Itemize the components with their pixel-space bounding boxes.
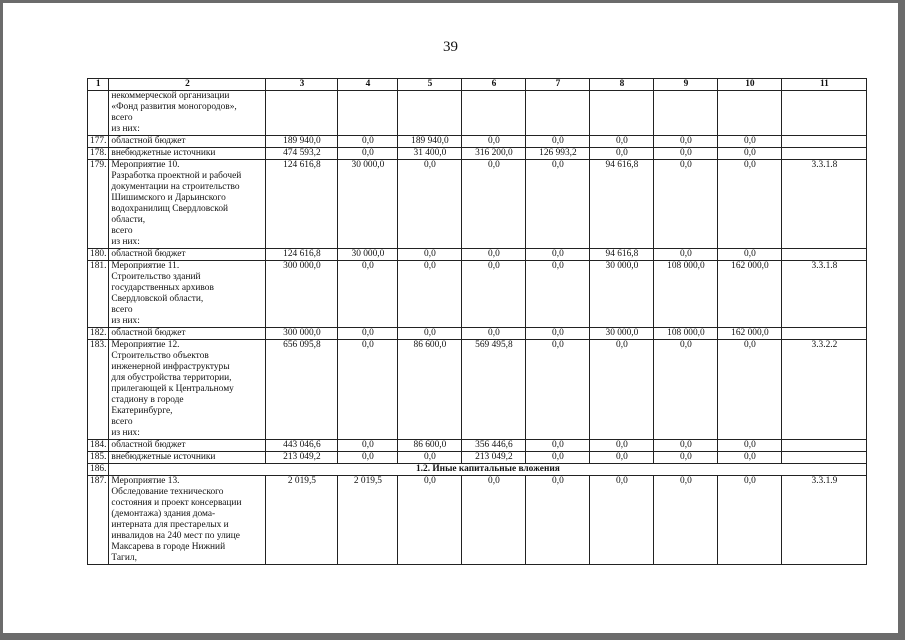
description-line: областной бюджет xyxy=(111,249,186,259)
description-line: интерната для престарелых и xyxy=(111,520,229,530)
target-reference-cell xyxy=(782,452,867,464)
description-line: всего xyxy=(111,113,133,123)
amount-cell: 0,0 xyxy=(526,249,590,261)
target-reference-cell xyxy=(782,440,867,452)
amount-cell: 94 616,8 xyxy=(590,160,654,249)
description-line: «Фонд развития моногородов», xyxy=(111,102,237,112)
amount-cell: 189 940,0 xyxy=(398,136,462,148)
amount-cell: 124 616,8 xyxy=(266,160,338,249)
amount-cell: 300 000,0 xyxy=(266,261,338,328)
amount-cell: 0,0 xyxy=(718,340,782,440)
description-line: Разработка проектной и рабочей xyxy=(111,171,242,181)
header-row xyxy=(88,79,867,91)
amount-cell: 316 200,0 xyxy=(462,148,526,160)
table-row xyxy=(88,91,867,136)
row-number: 181. xyxy=(88,261,109,328)
column-header: 11 xyxy=(782,79,867,91)
description-line: Свердловской области, xyxy=(111,294,204,304)
amount-cell xyxy=(718,91,782,136)
target-reference-cell: 3.3.1.9 xyxy=(782,476,867,565)
amount-cell: 0,0 xyxy=(718,452,782,464)
description-line: Шишимского и Дарьинского xyxy=(111,193,226,203)
column-header: 6 xyxy=(462,79,526,91)
column-header: 9 xyxy=(654,79,718,91)
amount-cell: 162 000,0 xyxy=(718,261,782,328)
description-line: из них: xyxy=(111,316,140,326)
amount-cell: 30 000,0 xyxy=(590,261,654,328)
amount-cell: 0,0 xyxy=(462,476,526,565)
budget-table xyxy=(87,78,867,565)
amount-cell: 108 000,0 xyxy=(654,261,718,328)
amount-cell: 0,0 xyxy=(526,452,590,464)
amount-cell: 0,0 xyxy=(590,340,654,440)
row-description xyxy=(109,328,266,340)
page-number: 39 xyxy=(443,39,458,55)
row-number: 182. xyxy=(88,328,109,340)
amount-cell: 0,0 xyxy=(718,148,782,160)
description-line: области, xyxy=(111,215,146,225)
amount-cell: 0,0 xyxy=(590,148,654,160)
row-number: 180. xyxy=(88,249,109,261)
amount-cell: 0,0 xyxy=(398,160,462,249)
description-line: областной бюджет xyxy=(111,440,186,450)
description-line: всего xyxy=(111,417,133,427)
amount-cell: 0,0 xyxy=(398,249,462,261)
description-line: Мероприятие 11. xyxy=(111,261,180,271)
description-line: Тагил, xyxy=(111,553,137,563)
row-number: 186. xyxy=(88,464,109,476)
description-line: Обследование технического xyxy=(111,487,224,497)
table-row xyxy=(88,452,867,464)
amount-cell: 213 049,2 xyxy=(462,452,526,464)
table-row xyxy=(88,464,867,476)
document-page xyxy=(3,3,898,633)
row-description xyxy=(109,340,266,440)
amount-cell xyxy=(398,91,462,136)
description-line: Максарева в городе Нижний xyxy=(111,542,226,552)
row-number: 187. xyxy=(88,476,109,565)
amount-cell: 0,0 xyxy=(654,476,718,565)
amount-cell: 86 600,0 xyxy=(398,340,462,440)
description-line: всего xyxy=(111,226,133,236)
amount-cell: 0,0 xyxy=(654,440,718,452)
amount-cell: 0,0 xyxy=(526,340,590,440)
description-line: внебюджетные источники xyxy=(111,452,216,462)
row-description xyxy=(109,440,266,452)
amount-cell: 189 940,0 xyxy=(266,136,338,148)
description-line: стадиону в городе xyxy=(111,395,184,405)
target-reference-cell: 3.3.1.8 xyxy=(782,160,867,249)
amount-cell: 0,0 xyxy=(462,328,526,340)
amount-cell xyxy=(526,91,590,136)
amount-cell: 0,0 xyxy=(526,476,590,565)
description-line: инвалидов на 240 мест по улице xyxy=(111,531,240,541)
target-reference-cell xyxy=(782,249,867,261)
amount-cell: 86 600,0 xyxy=(398,440,462,452)
description-line: Мероприятие 13. xyxy=(111,476,180,486)
amount-cell: 0,0 xyxy=(590,476,654,565)
amount-cell: 474 593,2 xyxy=(266,148,338,160)
amount-cell: 0,0 xyxy=(338,136,398,148)
description-line: внебюджетные источники xyxy=(111,148,216,158)
row-description xyxy=(109,136,266,148)
description-line: из них: xyxy=(111,237,140,247)
row-description xyxy=(109,452,266,464)
target-reference-cell xyxy=(782,136,867,148)
row-description xyxy=(109,249,266,261)
table-row xyxy=(88,249,867,261)
amount-cell: 0,0 xyxy=(398,476,462,565)
amount-cell: 0,0 xyxy=(398,261,462,328)
table-row xyxy=(88,148,867,160)
amount-cell: 0,0 xyxy=(654,148,718,160)
amount-cell: 0,0 xyxy=(654,249,718,261)
column-header: 1 xyxy=(88,79,109,91)
table-row xyxy=(88,261,867,328)
amount-cell: 656 095,8 xyxy=(266,340,338,440)
amount-cell: 108 000,0 xyxy=(654,328,718,340)
amount-cell: 0,0 xyxy=(338,261,398,328)
amount-cell: 0,0 xyxy=(526,136,590,148)
description-line: из них: xyxy=(111,428,140,438)
amount-cell: 0,0 xyxy=(590,136,654,148)
table-row xyxy=(88,160,867,249)
amount-cell: 0,0 xyxy=(654,136,718,148)
amount-cell: 30 000,0 xyxy=(590,328,654,340)
amount-cell: 0,0 xyxy=(526,261,590,328)
description-line: государственных архивов xyxy=(111,283,214,293)
amount-cell: 0,0 xyxy=(462,136,526,148)
amount-cell xyxy=(462,91,526,136)
row-number: 177. xyxy=(88,136,109,148)
column-header: 8 xyxy=(590,79,654,91)
row-number xyxy=(88,91,109,136)
amount-cell: 0,0 xyxy=(462,261,526,328)
column-header: 3 xyxy=(266,79,338,91)
column-header: 10 xyxy=(718,79,782,91)
column-header: 4 xyxy=(338,79,398,91)
row-number: 179. xyxy=(88,160,109,249)
amount-cell: 0,0 xyxy=(338,148,398,160)
row-description xyxy=(109,91,266,136)
description-line: прилегающей к Центральному xyxy=(111,384,234,394)
row-description xyxy=(109,148,266,160)
description-line: состояния и проект консервации xyxy=(111,498,242,508)
amount-cell: 0,0 xyxy=(462,160,526,249)
amount-cell: 0,0 xyxy=(718,440,782,452)
amount-cell: 300 000,0 xyxy=(266,328,338,340)
table-row xyxy=(88,328,867,340)
target-reference-cell: 3.3.2.2 xyxy=(782,340,867,440)
description-line: из них: xyxy=(111,124,140,134)
target-reference-cell xyxy=(782,91,867,136)
row-number: 185. xyxy=(88,452,109,464)
amount-cell: 124 616,8 xyxy=(266,249,338,261)
amount-cell xyxy=(266,91,338,136)
amount-cell: 0,0 xyxy=(338,452,398,464)
amount-cell: 0,0 xyxy=(654,160,718,249)
amount-cell: 0,0 xyxy=(338,440,398,452)
target-reference-cell: 3.3.1.8 xyxy=(782,261,867,328)
table-row xyxy=(88,440,867,452)
table-row xyxy=(88,136,867,148)
description-line: областной бюджет xyxy=(111,328,186,338)
amount-cell xyxy=(590,91,654,136)
description-line: некоммерческой организации xyxy=(111,91,230,101)
amount-cell: 356 446,6 xyxy=(462,440,526,452)
table-row xyxy=(88,340,867,440)
column-header: 5 xyxy=(398,79,462,91)
amount-cell: 0,0 xyxy=(718,136,782,148)
amount-cell: 31 400,0 xyxy=(398,148,462,160)
target-reference-cell xyxy=(782,328,867,340)
amount-cell: 0,0 xyxy=(398,452,462,464)
amount-cell: 0,0 xyxy=(526,440,590,452)
amount-cell: 0,0 xyxy=(718,476,782,565)
row-number: 178. xyxy=(88,148,109,160)
description-line: (демонтажа) здания дома- xyxy=(111,509,216,519)
description-line: Строительство зданий xyxy=(111,272,201,282)
amount-cell xyxy=(654,91,718,136)
section-heading: 1.2. Иные капитальные вложения xyxy=(109,464,867,476)
amount-cell: 443 046,6 xyxy=(266,440,338,452)
amount-cell: 0,0 xyxy=(590,440,654,452)
row-description xyxy=(109,160,266,249)
column-header: 2 xyxy=(109,79,266,91)
amount-cell: 0,0 xyxy=(526,328,590,340)
amount-cell: 0,0 xyxy=(338,340,398,440)
amount-cell: 0,0 xyxy=(338,328,398,340)
amount-cell: 213 049,2 xyxy=(266,452,338,464)
amount-cell: 126 993,2 xyxy=(526,148,590,160)
amount-cell: 569 495,8 xyxy=(462,340,526,440)
amount-cell: 2 019,5 xyxy=(266,476,338,565)
amount-cell: 2 019,5 xyxy=(338,476,398,565)
description-line: водохранилищ Свердловской xyxy=(111,204,229,214)
description-line: Мероприятие 10. xyxy=(111,160,180,170)
row-description xyxy=(109,261,266,328)
description-line: документации на строительство xyxy=(111,182,240,192)
amount-cell: 0,0 xyxy=(462,249,526,261)
description-line: областной бюджет xyxy=(111,136,186,146)
row-number: 184. xyxy=(88,440,109,452)
description-line: инженерной инфраструктуры xyxy=(111,362,230,372)
amount-cell: 30 000,0 xyxy=(338,249,398,261)
amount-cell: 94 616,8 xyxy=(590,249,654,261)
description-line: Екатеринбурге, xyxy=(111,406,173,416)
column-header: 7 xyxy=(526,79,590,91)
description-line: для обустройства территории, xyxy=(111,373,232,383)
amount-cell: 0,0 xyxy=(718,160,782,249)
description-line: Строительство объектов xyxy=(111,351,209,361)
amount-cell xyxy=(338,91,398,136)
amount-cell: 0,0 xyxy=(398,328,462,340)
row-number: 183. xyxy=(88,340,109,440)
amount-cell: 0,0 xyxy=(654,452,718,464)
target-reference-cell xyxy=(782,148,867,160)
amount-cell: 0,0 xyxy=(526,160,590,249)
amount-cell: 0,0 xyxy=(718,249,782,261)
description-line: всего xyxy=(111,305,133,315)
amount-cell: 0,0 xyxy=(590,452,654,464)
amount-cell: 162 000,0 xyxy=(718,328,782,340)
description-line: Мероприятие 12. xyxy=(111,340,180,350)
amount-cell: 30 000,0 xyxy=(338,160,398,249)
row-description xyxy=(109,476,266,565)
table-row xyxy=(88,476,867,565)
amount-cell: 0,0 xyxy=(654,340,718,440)
